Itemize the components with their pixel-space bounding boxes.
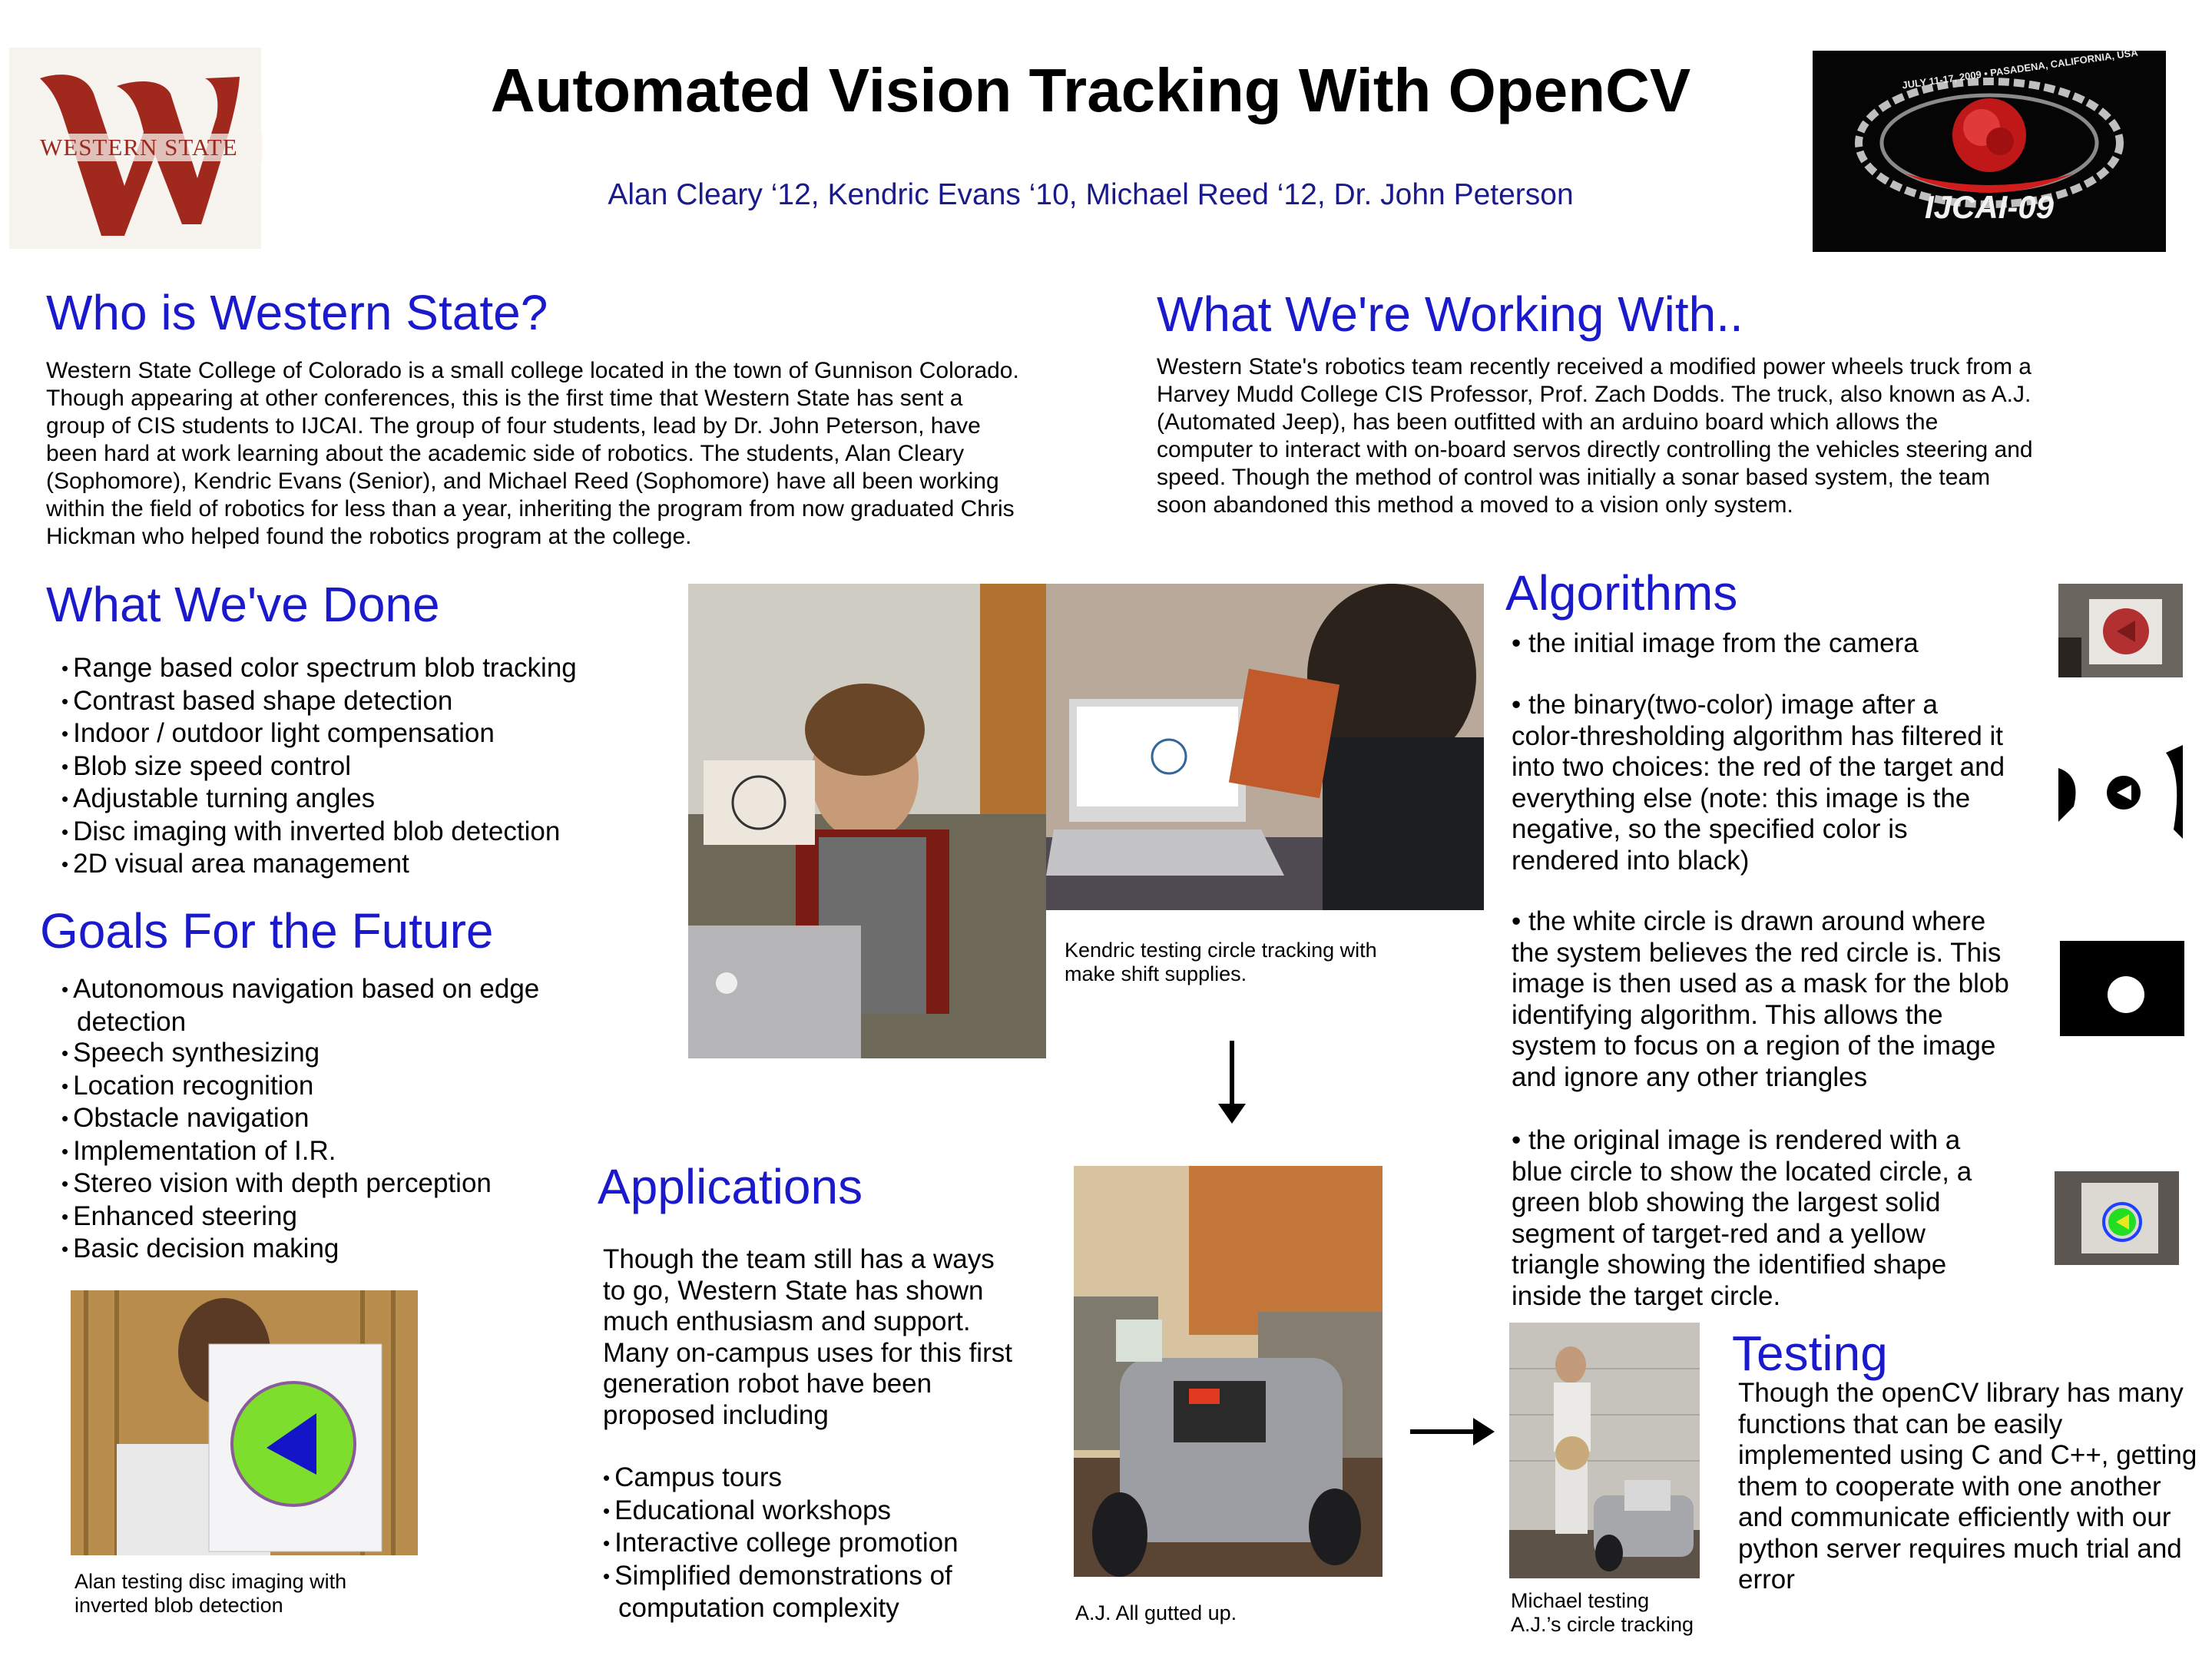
algorithm-step-1 bbox=[1512, 628, 2049, 660]
caption-aj: A.J. All gutted up. bbox=[1075, 1601, 1237, 1624]
list-item: • Enhanced steering bbox=[46, 1201, 599, 1234]
text-line: python server requires much trial and bbox=[1738, 1533, 2182, 1564]
algorithm-step-4 bbox=[1512, 1125, 2049, 1312]
text-line: functions that can be easily bbox=[1738, 1409, 2063, 1439]
goals-heading: Goals For the Future bbox=[40, 903, 494, 959]
text-line: speed. Though the method of control was initially a sonar based system, the team bbox=[1157, 465, 1991, 490]
text-line: into two choices: the red of the target and bbox=[1512, 752, 2005, 782]
text-line: Though the team still has a ways bbox=[603, 1244, 995, 1274]
list-item: • Implementation of I.R. bbox=[46, 1136, 599, 1169]
ijcai-logo bbox=[1813, 46, 2166, 252]
text-line: error bbox=[1738, 1565, 1795, 1594]
text-line: segment of target-red and a yellow bbox=[1512, 1218, 1926, 1249]
text-line: been hard at work learning about the academic side of robotics. The students, Alan Cleary bbox=[46, 441, 965, 466]
text-line: computer to interact with on-board servos directly controlling the vehicles steering and bbox=[1157, 437, 2033, 462]
list-item: • 2D visual area management bbox=[46, 849, 661, 882]
text-line: within the field of robotics for less than a year, inheriting the program from now graduated Chris bbox=[46, 496, 1015, 522]
who-heading: Who is Western State? bbox=[46, 285, 548, 340]
caption-line: Michael testing bbox=[1511, 1589, 1650, 1612]
working-heading: What We're Working With.. bbox=[1157, 286, 1743, 342]
applications-paragraph bbox=[603, 1244, 1033, 1431]
done-heading: What We've Done bbox=[46, 577, 440, 632]
algorithm-step-2 bbox=[1512, 690, 2049, 876]
list-item: • Autonomous navigation based on edge detection bbox=[46, 974, 599, 1038]
caption-line: Alan testing disc imaging with bbox=[75, 1570, 347, 1593]
western-state-logo bbox=[9, 48, 261, 249]
text-line: triangle showing the identified shape bbox=[1512, 1250, 1947, 1280]
text-line: Hickman who helped found the robotics program at the college. bbox=[46, 524, 692, 549]
photo-michael-testing bbox=[1509, 1323, 1700, 1578]
text-line: implemented using C and C++, getting bbox=[1738, 1440, 2197, 1470]
text-line: to go, Western State has shown bbox=[603, 1275, 984, 1306]
text-line: • the initial image from the camera bbox=[1512, 628, 1919, 658]
list-item: • Campus tours bbox=[588, 1462, 1002, 1495]
applications-list bbox=[588, 1462, 1002, 1624]
caption-line: inverted blob detection bbox=[75, 1594, 283, 1617]
text-line: Though the openCV library has many bbox=[1738, 1378, 2184, 1408]
text-line: them to cooperate with one another bbox=[1738, 1471, 2161, 1502]
caption-michael bbox=[1511, 1589, 1710, 1637]
text-line: green blob showing the largest solid bbox=[1512, 1187, 1941, 1217]
rose-icon bbox=[1952, 98, 2026, 172]
list-item: • Indoor / outdoor light compensation bbox=[46, 718, 661, 751]
photo-alan-testing bbox=[71, 1290, 418, 1555]
testing-heading: Testing bbox=[1732, 1326, 1888, 1381]
list-item: • Interactive college promotion bbox=[588, 1528, 1002, 1561]
text-line: (Sophomore), Kendric Evans (Senior), and Michael Reed (Sophomore) have all been working bbox=[46, 469, 999, 494]
text-line: (Automated Jeep), has been outfitted with an arduino board which allows the bbox=[1157, 409, 1939, 435]
text-line: inside the target circle. bbox=[1512, 1280, 1781, 1311]
list-item: • Disc imaging with inverted blob detection bbox=[46, 816, 661, 849]
caption-line: Kendric testing circle tracking with bbox=[1065, 939, 1377, 962]
photo-kendric-circle bbox=[688, 584, 1046, 1058]
text-line: and ignore any other triangles bbox=[1512, 1061, 1868, 1092]
caption-line: A.J.’s circle tracking bbox=[1511, 1613, 1694, 1636]
text-line: soon abandoned this method a moved to a vision only system. bbox=[1157, 492, 1793, 518]
list-item: • Simplified demonstrations of computation complexity bbox=[588, 1561, 1002, 1624]
text-line: group of CIS students to IJCAI. The group of four students, lead by Dr. John Peterson, have bbox=[46, 413, 981, 439]
testing-paragraph bbox=[1738, 1378, 2207, 1596]
text-line: Many on-campus uses for this first bbox=[603, 1337, 1012, 1368]
list-item: • Blob size speed control bbox=[46, 751, 661, 784]
ijcai-text: IJCAI-09 bbox=[1924, 189, 2055, 225]
who-paragraph bbox=[46, 357, 1152, 551]
text-line: Western State's robotics team recently received a modified power wheels truck from a bbox=[1157, 354, 2032, 379]
poster-authors: Alan Cleary ‘12, Kendric Evans ‘10, Michael Reed ‘12, Dr. John Peterson bbox=[608, 178, 1574, 211]
text-line: color-thresholding algorithm has filtered it bbox=[1512, 720, 2004, 751]
caption-alan bbox=[75, 1570, 443, 1618]
text-line: Harvey Mudd College CIS Professor, Prof. Zach Dodds. The truck, also known as A.J. bbox=[1157, 382, 2032, 407]
done-list bbox=[46, 653, 661, 882]
text-line: proposed including bbox=[603, 1399, 829, 1430]
text-line: • the white circle is drawn around where bbox=[1512, 906, 1986, 936]
photo-aj-gutted bbox=[1074, 1166, 1382, 1577]
text-line: system to focus on a region of the image bbox=[1512, 1031, 1996, 1061]
list-item: • Location recognition bbox=[46, 1071, 599, 1104]
list-item: • Range based color spectrum blob tracking bbox=[46, 653, 661, 686]
thumb-mask-image bbox=[2060, 941, 2184, 1036]
text-line: the system believes the red circle is. This bbox=[1512, 937, 2002, 968]
text-line: • the original image is rendered with a bbox=[1512, 1125, 1961, 1155]
text-line: everything else (note: this image is the bbox=[1512, 783, 1971, 813]
thumb-camera-image bbox=[2058, 584, 2183, 677]
right-arrow-icon bbox=[1410, 1415, 1496, 1449]
text-line: Though appearing at other conferences, this is the first time that Western State has sent a bbox=[46, 386, 963, 411]
text-line: identifying algorithm. This allows the bbox=[1512, 999, 1943, 1030]
list-item: • Educational workshops bbox=[588, 1495, 1002, 1528]
text-line: rendered into black) bbox=[1512, 845, 1750, 876]
photo-kendric-laptop bbox=[1046, 584, 1484, 910]
list-item: • Adjustable turning angles bbox=[46, 783, 661, 816]
list-item: • Obstacle navigation bbox=[46, 1103, 599, 1136]
caption-line: make shift supplies. bbox=[1065, 962, 1247, 985]
thumb-result-image bbox=[2055, 1171, 2179, 1265]
working-paragraph bbox=[1157, 353, 2155, 519]
caption-kendric bbox=[1065, 939, 1464, 986]
ijcai-ring-text: JULY 11-17, 2009 • PASADENA, CALIFORNIA, USA bbox=[1901, 46, 2139, 91]
poster-title: Automated Vision Tracking With OpenCV bbox=[490, 56, 1691, 124]
list-item: • Stereo vision with depth perception bbox=[46, 1168, 599, 1201]
text-line: much enthusiasm and support. bbox=[603, 1306, 971, 1336]
text-line: image is then used as a mask for the blob bbox=[1512, 969, 2009, 998]
thumb-binary-image bbox=[2058, 745, 2183, 839]
text-line: negative, so the specified color is bbox=[1512, 814, 1908, 844]
logo-wordmark: WESTERN STATE bbox=[40, 134, 263, 161]
list-item: • Contrast based shape detection bbox=[46, 686, 661, 719]
applications-heading: Applications bbox=[598, 1159, 863, 1214]
goals-list bbox=[46, 974, 599, 1267]
text-line: and communicate efficiently with our bbox=[1738, 1502, 2171, 1532]
list-item: • Speech synthesizing bbox=[46, 1038, 599, 1071]
algorithm-step-3 bbox=[1512, 906, 2049, 1093]
text-line: blue circle to show the located circle, a bbox=[1512, 1156, 1972, 1187]
down-arrow-icon bbox=[1215, 1041, 1249, 1125]
text-line: • the binary(two-color) image after a bbox=[1512, 690, 1938, 720]
text-line: generation robot have been bbox=[603, 1369, 932, 1399]
algorithms-heading: Algorithms bbox=[1505, 565, 1738, 621]
list-item: • Basic decision making bbox=[46, 1233, 599, 1267]
text-line: Western State College of Colorado is a small college located in the town of Gunnison Colorado. bbox=[46, 358, 1019, 383]
